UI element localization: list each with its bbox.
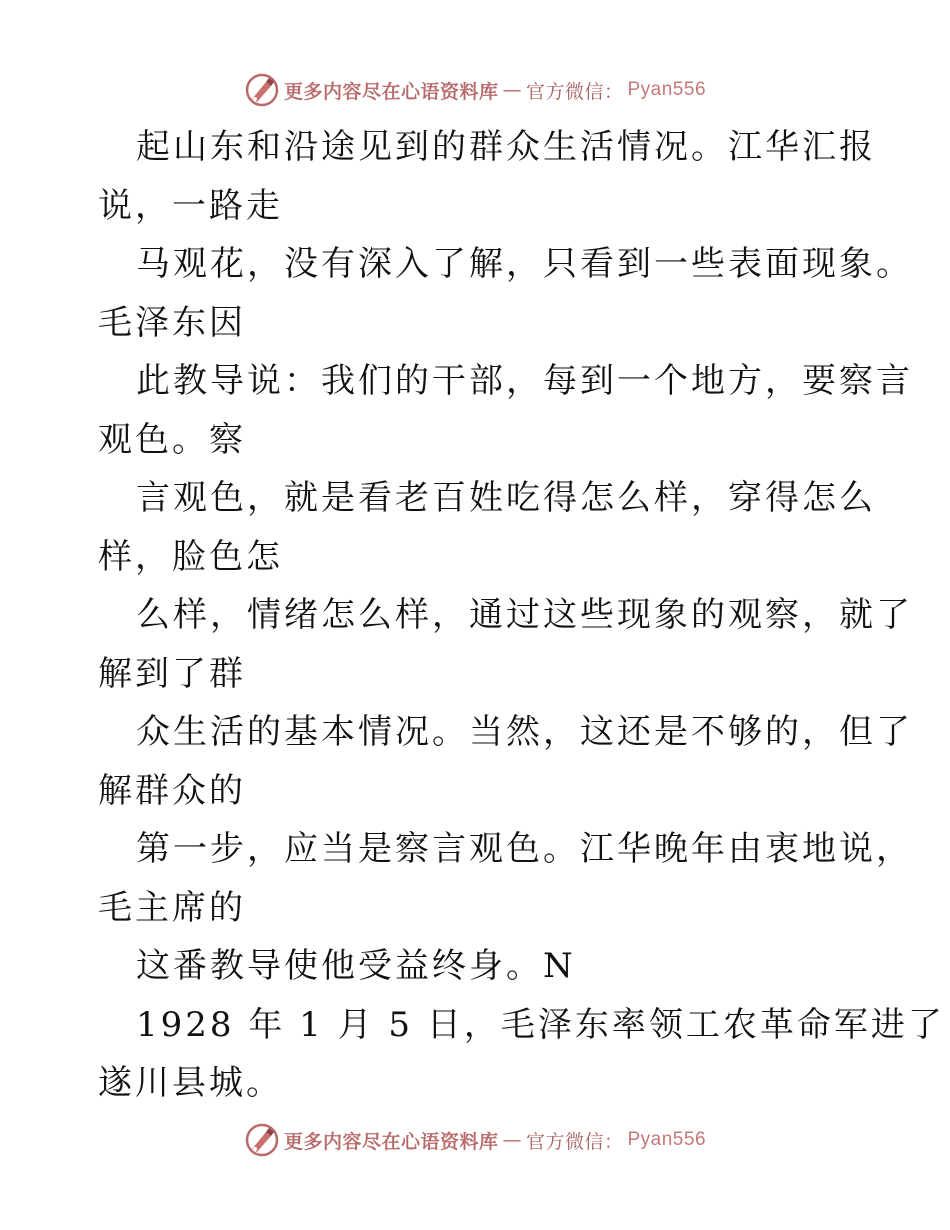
text-line: 毛主席的 [98, 887, 246, 928]
text-line: 言观色，就是看老百姓吃得怎么样，穿得怎么 [136, 478, 876, 518]
text-line: 1928 年 1 月 5 日，毛泽东率领工农革命军进了 [136, 1004, 945, 1045]
footer-watermark-banner [0, 1120, 950, 1160]
text-line: 第一步，应当是察言观色。江华晚年由衷地说， [136, 829, 913, 869]
banner-separator: — [502, 79, 522, 101]
text-line: 毛泽东因 [98, 302, 246, 343]
pen-logo-icon [244, 72, 280, 108]
banner-wechat-id: Pyan556 [627, 79, 707, 100]
text-line: 此教导说：我们的干部，每到一个地方，要察言 [136, 361, 913, 401]
text-line: 马观花，没有深入了解，只看到一些表面现象。 [136, 244, 913, 284]
banner-wechat-id: Pyan556 [627, 1129, 707, 1150]
document-body [98, 118, 945, 1113]
banner-separator: — [502, 1129, 522, 1151]
text-line: 遂川县城。 [98, 1063, 283, 1103]
banner-site-text: 更多内容尽在心语资料库 [283, 80, 499, 103]
text-line: 起山东和沿途见到的群众生活情况。江华汇报 [136, 127, 876, 167]
text-line: 众生活的基本情况。当然，这还是不够的，但了 [136, 712, 913, 752]
text-line: 这番教导使他受益终身。N [136, 946, 576, 986]
header-watermark-banner [0, 70, 950, 110]
banner-site-text: 更多内容尽在心语资料库 [283, 1130, 499, 1153]
text-line: 观色。察 [98, 419, 246, 460]
banner-wechat-label: 官方微信： [525, 80, 624, 103]
text-line: 解到了群 [98, 653, 246, 694]
banner-wechat-label: 官方微信： [525, 1130, 624, 1153]
text-line: 样，脸色怎 [98, 536, 283, 577]
text-line: 解群众的 [98, 770, 246, 811]
text-line: 说，一路走 [98, 185, 283, 226]
text-line: 么样，情绪怎么样，通过这些现象的观察，就了 [136, 595, 913, 635]
pen-logo-icon [244, 1122, 280, 1158]
